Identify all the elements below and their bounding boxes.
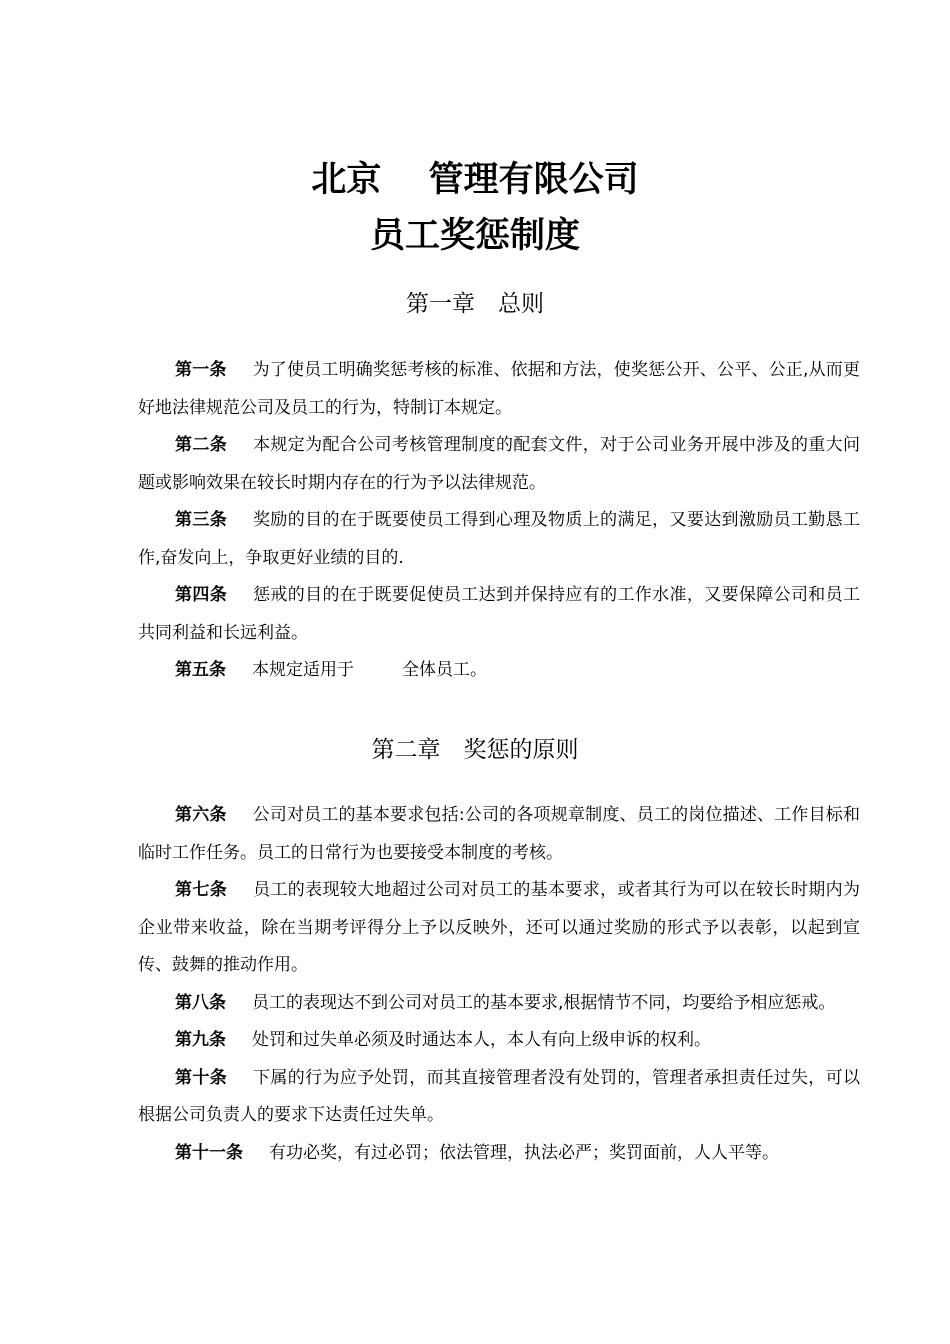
chapter-1-heading: 第一章 总则 <box>406 291 544 317</box>
article-text: 公司对员工的基本要求包括:公司的各项规章制度、员工的岗位描述、工作目标和临时工作任务。员工的日常行为也要接受本制度的考核。 <box>138 805 860 863</box>
article-label: 第六条 <box>175 805 227 825</box>
chapter-1-body <box>138 352 860 690</box>
article-4 <box>138 577 860 652</box>
article-5 <box>138 652 860 690</box>
article-label: 第八条 <box>175 992 226 1013</box>
article-text: 员工的表现达不到公司对员工的基本要求,根据情节不同，均要给予相应惩戒。 <box>252 992 836 1013</box>
article-label: 第三条 <box>175 510 228 530</box>
document-title: 员工奖惩制度 <box>369 216 580 256</box>
article-1 <box>138 352 860 427</box>
article-3 <box>138 502 860 577</box>
article-10 <box>138 1060 860 1135</box>
company-title: 北京 管理有限公司 <box>311 160 639 200</box>
article-8 <box>138 985 860 1023</box>
article-text: 为了使员工明确奖惩考核的标准、依据和方法，使奖惩公开、公平、公正,从而更好地法律规范公司及员工的行为，特制订本规定。 <box>138 360 861 418</box>
article-label: 第一条 <box>175 360 227 380</box>
article-text-before: 本规定适用于 <box>252 660 354 680</box>
article-2 <box>138 427 860 502</box>
article-text: 有功必奖，有过必罚；依法管理，执法必严；奖罚面前，人人平等。 <box>269 1142 779 1163</box>
article-7 <box>138 872 860 985</box>
article-9 <box>138 1022 860 1060</box>
article-label: 第四条 <box>175 585 228 605</box>
article-label: 第二条 <box>175 435 228 455</box>
article-label: 第十条 <box>175 1067 228 1088</box>
article-text: 下属的行为应予处罚，而其直接管理者没有处罚的，管理者承担责任过失，可以根据公司负责人的要求下达责任过失单。 <box>138 1067 861 1125</box>
article-text: 处罚和过失单必须及时通达本人，本人有向上级申诉的权利。 <box>252 1030 711 1050</box>
article-text: 惩戒的目的在于既要促使员工达到并保持应有的工作水准，又要保障公司和员工共同利益和长远利益。 <box>138 585 861 643</box>
article-text: 奖励的目的在于既要使员工得到心理及物质上的满足，又要达到激励员工勤恳工作,奋发向上，争取更好业绩的目的. <box>138 510 861 568</box>
article-label: 第七条 <box>175 880 228 900</box>
article-label: 第十一条 <box>175 1142 243 1163</box>
article-label: 第九条 <box>175 1030 226 1050</box>
article-label: 第五条 <box>175 660 226 680</box>
article-6 <box>138 797 860 872</box>
article-text-after: 全体员工。 <box>402 660 487 680</box>
chapter-2-body <box>138 797 860 1172</box>
article-text: 本规定为配合公司考核管理制度的配套文件，对于公司业务开展中涉及的重大问题或影响效果在较长时期内存在的行为予以法律规范。 <box>138 435 861 493</box>
article-11 <box>138 1135 860 1173</box>
chapter-2-heading: 第二章 奖惩的原则 <box>371 737 579 763</box>
article-text: 员工的表现较大地超过公司对员工的基本要求，或者其行为可以在较长时期内为企业带来收益，除在当期考评得分上予以反映外，还可以通过奖励的形式予以表彰，以起到宣传、鼓舞的推动作用。 <box>138 880 861 975</box>
